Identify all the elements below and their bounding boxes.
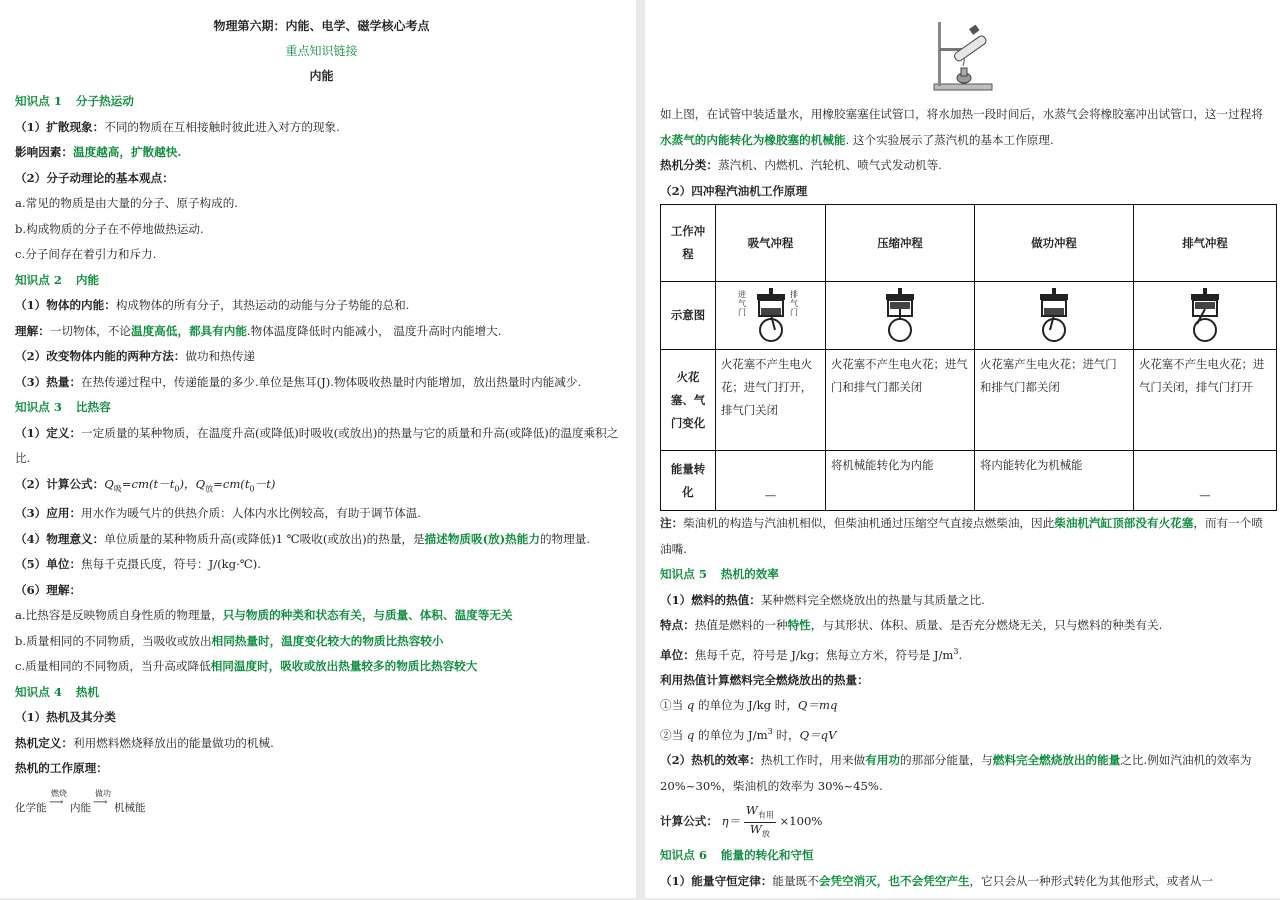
- text-line: b.质量相同的不同物质，当吸收或放出相同热量时，温度变化较大的物质比热容较小: [15, 633, 444, 648]
- text-line: （3）应用：用水作为暖气片的供热介质：人体内水比例较高，有助于调节体温.: [15, 506, 421, 521]
- text-line: （1）定义：一定质量的某种物质，在温度升高(或降低)时吸收(或放出)的热量与它的质量和升高(或降低)的温度乘积之比.: [15, 425, 619, 465]
- knowledge-point-2: 知识点 2 内能: [15, 272, 100, 287]
- engine-cylinder-icon: [1187, 288, 1223, 344]
- text-line: ②当 q 的单位为 $J/m^3$ 时，Q＝qV: [660, 726, 837, 742]
- text-line: （2）分子动理论的基本观点：: [15, 170, 174, 185]
- table-header: 工作冲程: [661, 205, 716, 282]
- table-cell: 火花塞不产生电火花；进气门关闭，排气门打开: [1134, 350, 1277, 451]
- table-cell: 火花塞不产生电火花；进气门打开，排气门关闭: [716, 350, 826, 451]
- compression-stroke-diagram: [826, 282, 975, 350]
- text-line: ①当 q 的单位为 J/kg 时，Q＝mq: [660, 698, 838, 713]
- text-line: （3）热量：在热传递过程中，传递能量的多少.单位是焦耳(J).物体吸收热量时内能增加，放出热量时内能减少.: [15, 374, 582, 389]
- table-cell: —: [716, 451, 826, 511]
- power-stroke-diagram: [975, 282, 1134, 350]
- chain-over-work: 做功: [95, 788, 111, 798]
- text-paragraph: （2）热机的效率：热机工作时，用来做有用功的那部分能量，与燃料完全燃烧放出的能量之比.例如汽油机的效率为 20%~30%，柴油机的效率为 30%~45%.: [660, 753, 1252, 793]
- table-cell: 火花塞、气门变化: [661, 350, 716, 451]
- text-line: （2）四冲程汽油机工作原理: [660, 183, 808, 198]
- subtitle: 重点知识链接: [285, 44, 358, 58]
- table-cell: 将内能转化为机械能: [975, 451, 1134, 511]
- text-line: （1）燃料的热值：某种燃料完全燃烧放出的热量与其质量之比.: [660, 592, 985, 607]
- table-row: [661, 282, 1277, 350]
- text-line: 单位：焦每千克，符号是 J/kg；焦每立方米，符号是 $J/m^3$.: [660, 646, 963, 662]
- text-line: （5）单位：焦每千克摄氏度，符号：J/(kg·℃).: [15, 557, 261, 572]
- text-line: （4）物理意义：单位质量的某种物质升高(或降低)1 ℃吸收(或放出)的热量，是描述物质吸(放)热能力的物理量.: [15, 531, 591, 546]
- text-line: 影响因素：温度越高，扩散越快.: [15, 145, 182, 159]
- engine-stroke-table: [660, 204, 1277, 511]
- chain-mechanical: 机械能: [114, 801, 146, 814]
- exhaust-valve-label: 排气门: [790, 290, 798, 317]
- text-paragraph: 如上图，在试管中装适量水，用橡胶塞塞住试管口，将水加热一段时间后，水蒸气会将橡胶塞冲出试管口，这一过程将水蒸气的内能转化为橡胶塞的机械能. 这个实验展示了蒸汽机的基本工作原理.: [660, 107, 1263, 147]
- engine-cylinder-icon: [753, 288, 789, 344]
- table-header: 吸气冲程: [716, 205, 826, 282]
- text-line: b.构成物质的分子在不停地做热运动.: [15, 221, 204, 236]
- page-title: 物理第六期：内能、电学、磁学核心考点: [213, 19, 430, 33]
- knowledge-point-5: 知识点 5 热机的效率: [660, 567, 779, 581]
- text-line: 热机分类：蒸汽机、内燃机、汽轮机、喷气式发动机等.: [660, 158, 942, 172]
- test-tube-apparatus-icon: [930, 18, 1000, 96]
- exhaust-stroke-diagram: [1134, 282, 1277, 350]
- arrow-icon: ⟶: [49, 796, 64, 808]
- efficiency-formula: 计算公式： η＝ $\frac{W_{有用}}{W_放}$ ×100%: [660, 803, 823, 839]
- formula-line: （2）计算公式：$Q_吸=cm(t-t_0)$，$Q_放=cm(t_0-t)$: [15, 476, 276, 493]
- arrow-icon: ⟶: [93, 796, 108, 808]
- table-cell: 将机械能转化为内能: [826, 451, 975, 511]
- text-line: （1）热机及其分类: [15, 710, 116, 725]
- engine-cylinder-icon: [1036, 288, 1072, 344]
- table-header: 做功冲程: [975, 205, 1134, 282]
- fraction: $\frac{W_{有用}}{W_放}$: [745, 803, 774, 839]
- table-cell: 火花塞产生电火花；进气门和排气门都关闭: [975, 350, 1134, 451]
- text-line: （1）物体的内能：构成物体的所有分子，其热运动的动能与分子势能的总和.: [15, 298, 410, 312]
- knowledge-point-3: 知识点 3 比热容: [15, 400, 111, 414]
- text-line: 热机定义：利用燃料燃烧释放出的能量做功的机械.: [15, 735, 274, 750]
- intake-valve-label: 进气门: [738, 290, 746, 317]
- document-page-right: [645, 0, 1280, 898]
- text-line: c.质量相同的不同物质，当升高或降低相同温度时，吸收或放出热量较多的物质比热容较大: [15, 659, 478, 674]
- table-row: [661, 451, 1277, 511]
- chain-internal: 内能: [70, 801, 91, 814]
- text-line: 热机的工作原理：: [15, 761, 108, 776]
- text-line: a.比热容是反映物质自身性质的物理量，只与物质的种类和状态有关，与质量、体积、温度等无关: [15, 608, 513, 623]
- table-cell: 示意图: [661, 282, 716, 350]
- text-line: 利用热值计算燃料完全燃烧放出的热量：: [660, 672, 869, 687]
- knowledge-point-6: 知识点 6 能量的转化和守恒: [660, 848, 814, 863]
- document-page-left: [0, 0, 636, 898]
- section-heading: 内能: [309, 69, 334, 83]
- text-line: （1）扩散现象：不同的物质在互相接触时彼此进入对方的现象.: [15, 119, 340, 134]
- text-line: 特点：热值是燃料的一种特性，与其形状、体积、质量、是否充分燃烧无关，只与燃料的种类有关.: [660, 618, 1163, 632]
- right-column: [660, 0, 1270, 894]
- chain-chemical: 化学能: [15, 801, 47, 814]
- table-cell: 火花塞不产生电火花；进气门和排气门都关闭: [826, 350, 975, 451]
- table-cell: —: [1134, 451, 1277, 511]
- text-line: （2）改变物体内能的两种方法：做功和热传递: [15, 349, 255, 363]
- text-line: a.常见的物质是由大量的分子、原子构成的.: [15, 196, 238, 210]
- table-row: [661, 205, 1277, 282]
- table-header: 压缩冲程: [826, 205, 975, 282]
- text-paragraph: 注：柴油机的构造与汽油机相似，但柴油机通过压缩空气直接点燃柴油，因此柴油机汽缸顶部没有火花塞，而有一个喷油嘴.: [660, 516, 1263, 556]
- knowledge-point-4: 知识点 4 热机: [15, 684, 100, 699]
- text-line: （1）能量守恒定律：能量既不会凭空消灭，也不会凭空产生，它只会从一种形式转化为其他形式，或者从一: [660, 873, 1214, 888]
- engine-cylinder-icon: [882, 288, 918, 344]
- table-row: [661, 350, 1277, 451]
- table-header: 排气冲程: [1134, 205, 1277, 282]
- text-line: （6）理解：: [15, 582, 82, 597]
- intake-stroke-diagram: [716, 282, 826, 350]
- energy-chain: [15, 788, 628, 818]
- knowledge-point-1: 知识点 1 分子热运动: [15, 94, 134, 108]
- text-line: 理解：一切物体，不论温度高低，都具有内能.物体温度降低时内能减小， 温度升高时内能增大.: [15, 323, 502, 338]
- left-column: [15, 0, 628, 818]
- text-line: c.分子间存在着引力和斥力.: [15, 247, 157, 261]
- chain-over-burn: 燃烧: [51, 788, 67, 798]
- table-cell: 能量转化: [661, 451, 716, 511]
